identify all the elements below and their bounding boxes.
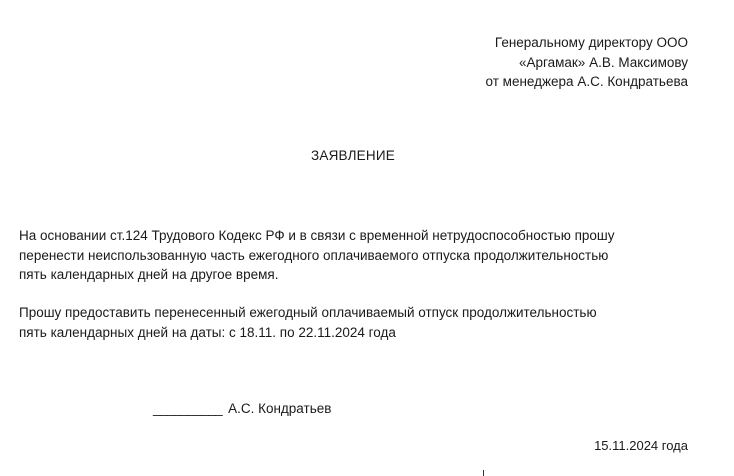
document-date: 15.11.2024 года [594, 438, 688, 453]
body-paragraph-dates [19, 303, 719, 342]
paragraph-line: перенести неиспользованную часть ежегодного оплачиваемого отпуска продолжительностью [19, 247, 609, 263]
body-paragraph-transfer [19, 226, 719, 285]
text-cursor [483, 470, 484, 476]
addressee-line: «Аргамак» А.В. Максимову [518, 54, 688, 70]
paragraph-line: пять календарных дней на даты: с 18.11. по 22.11.2024 года [19, 324, 396, 340]
signature-block [153, 401, 331, 416]
paragraph-line: Прошу предоставить перенесенный ежегодный оплачиваемый отпуск продолжительностью [19, 305, 597, 320]
paragraph-line: пять календарных дней на другое время. [19, 267, 279, 282]
document-title: ЗАЯВЛЕНИЕ [311, 148, 395, 163]
addressee-block [486, 33, 688, 92]
signature-line: __________ [153, 401, 223, 416]
paragraph-line: На основании ст.124 Трудового Кодекс РФ и в связи с временной нетрудоспособностью прошу [19, 228, 615, 243]
signer-name: А.С. Кондратьев [228, 401, 332, 416]
addressee-line: от менеджера А.С. Кондратьева [485, 74, 688, 89]
addressee-line: Генеральному директору ООО [494, 35, 688, 50]
